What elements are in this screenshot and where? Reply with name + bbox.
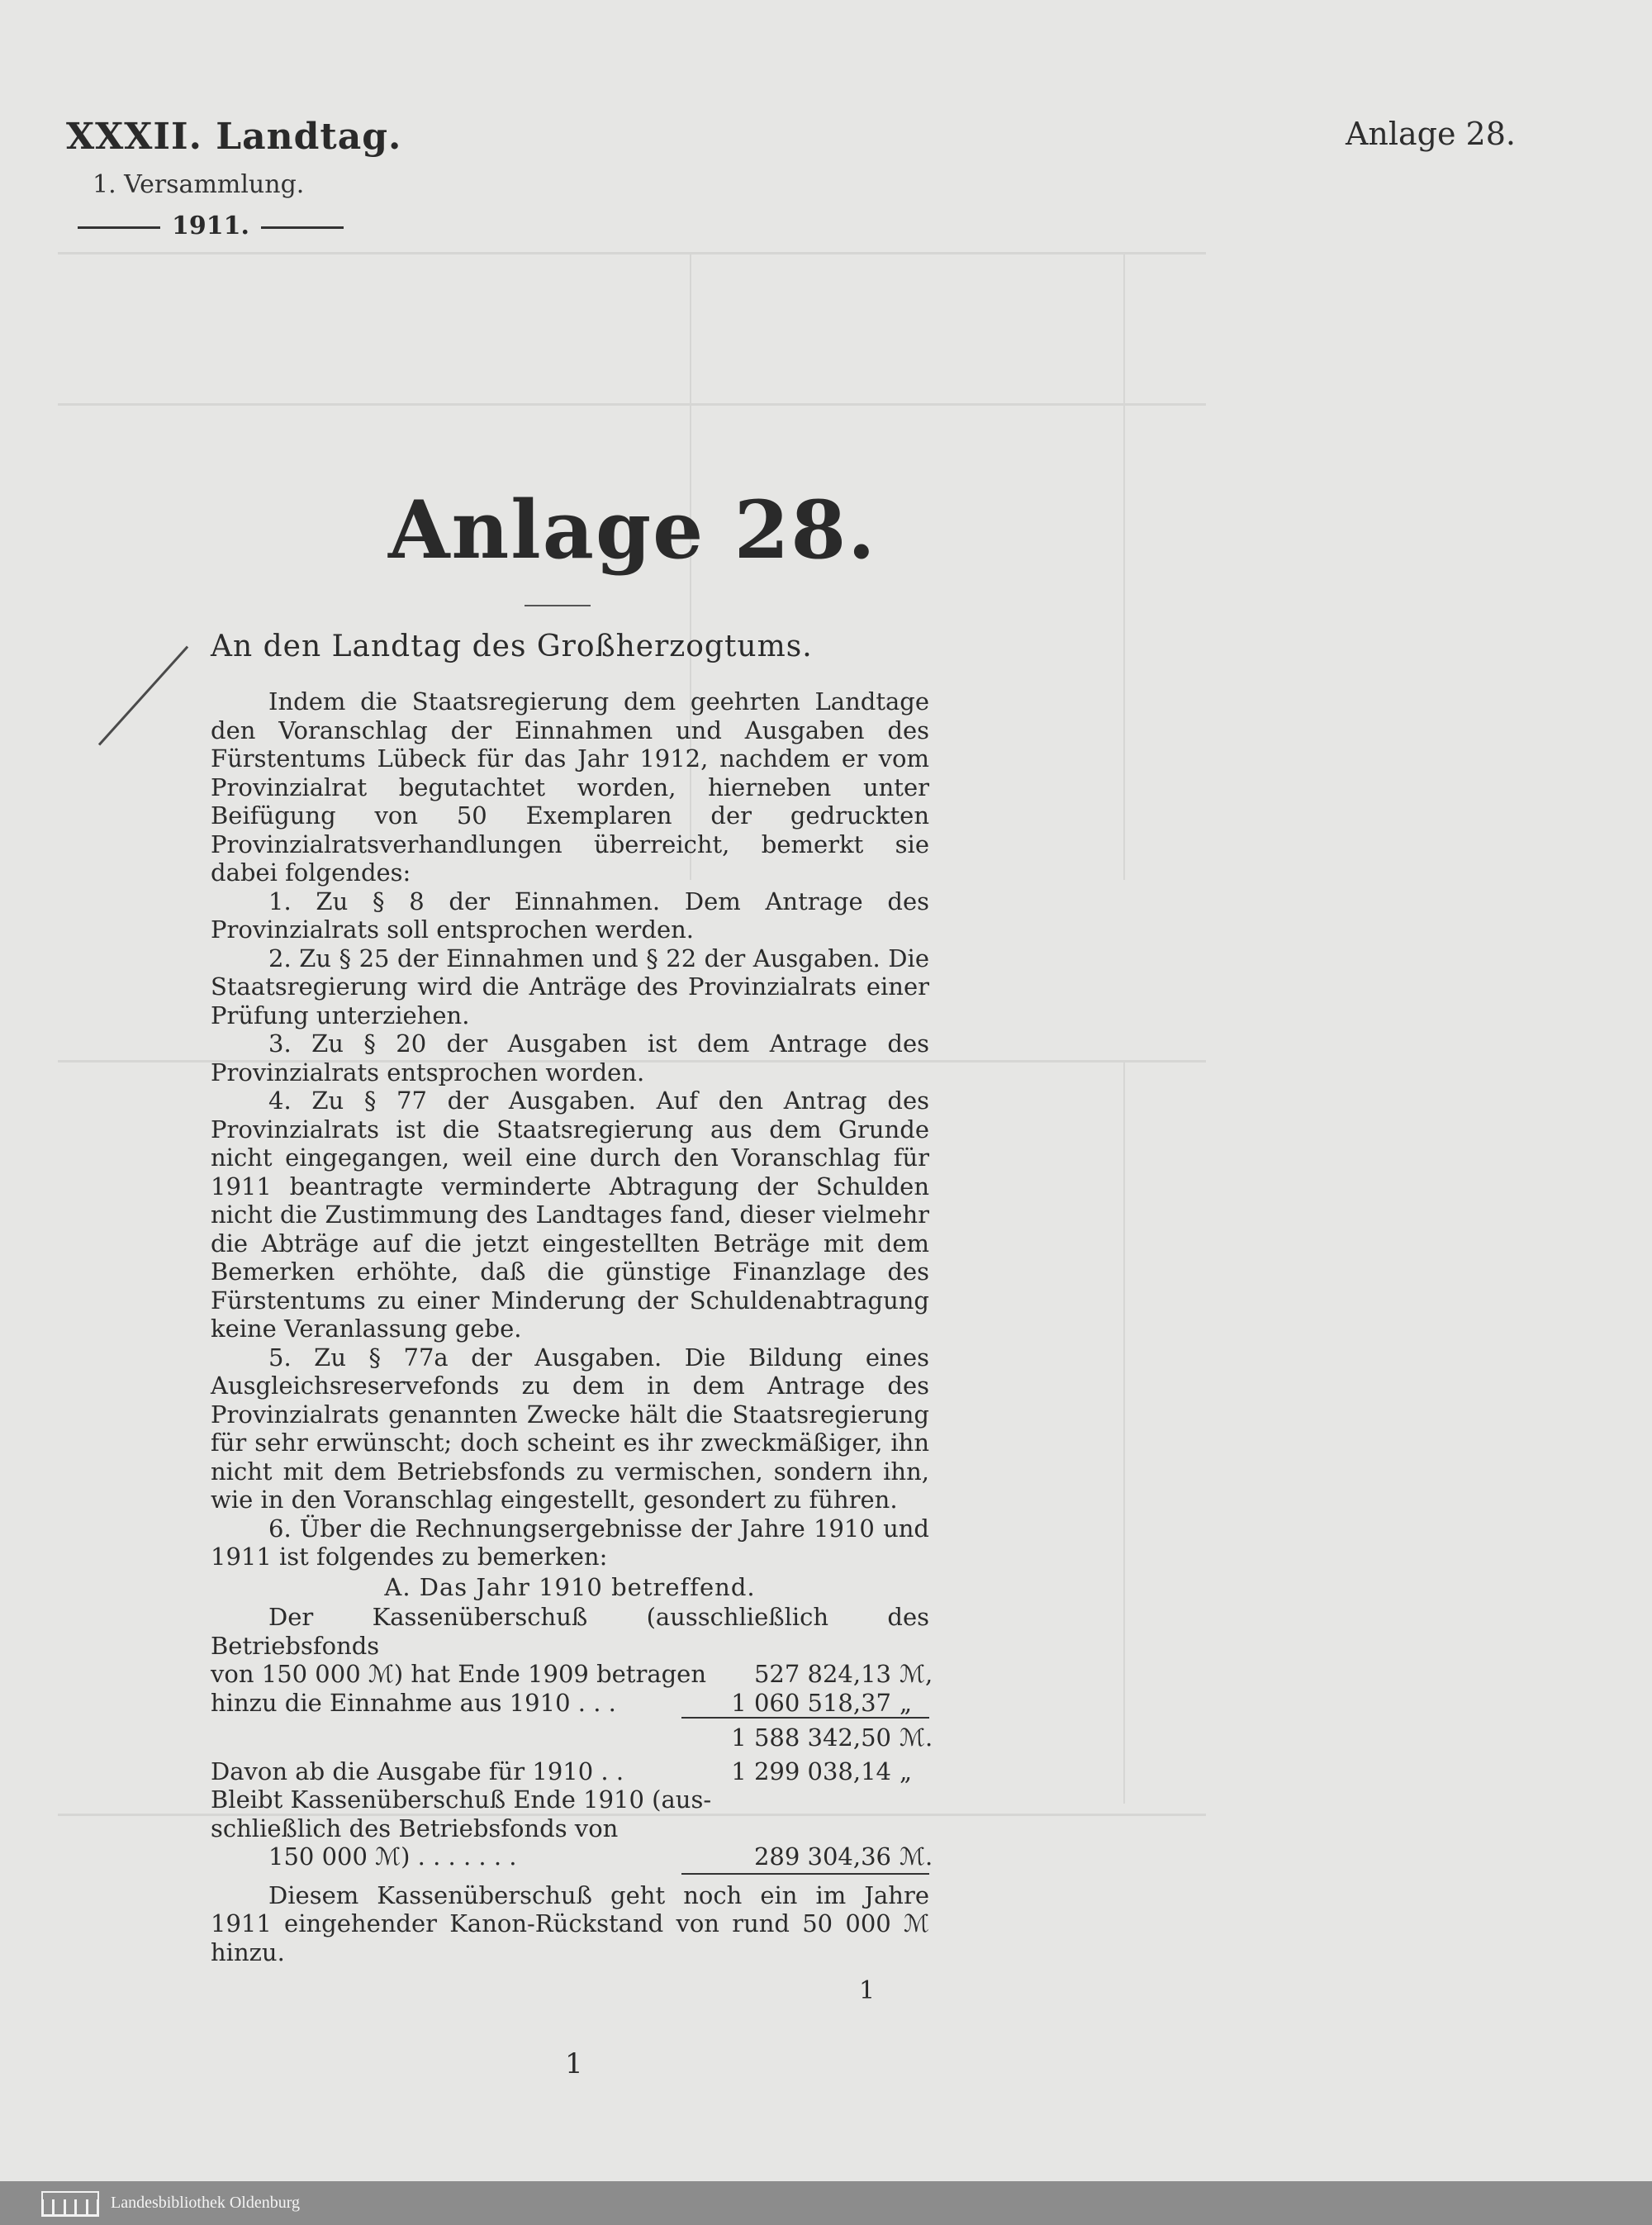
calc-row-1909: [211, 1660, 933, 1689]
paragraph-intro: Indem die Staatsregierung dem geehrten Landtage den Voranschlag der Einnahmen und Ausgaben des Fürstentums Lübeck für das Jahr 1912, nachdem er vom Provinzialrat begutachtet worden, hierneben unter Beifügung von 50 Exemplaren der gedruckten Provinzialratsverhandlungen überreicht, bemerkt sie dabei folgendes:: [211, 687, 929, 887]
calc-label: von 150 000 ℳ) hat Ende 1909 betragen: [211, 1660, 707, 1688]
calc-closing: [211, 1881, 929, 1967]
paragraph-5: 5. Zu § 77a der Ausgaben. Die Bildung eines Ausgleichsreservefonds zu dem in dem Antrage des Provinzialrats genannten Zwecke hält die Staatsregierung für sehr erwünscht; doch scheint es ihr zweckmäßiger, ihn nicht mit dem Betriebsfonds zu vermischen, sondern ihn, wie in den Voranschlag eingestellt, gesondert zu führen.: [211, 1343, 929, 1514]
paragraph-3: 3. Zu § 20 der Ausgaben ist dem Antrage des Provinzialrats entsprochen worden.: [211, 1029, 929, 1086]
calc-label: Bleibt Kassenüberschuß Ende 1910 (aus-: [211, 1785, 712, 1814]
calc-row-expense: [211, 1757, 929, 1786]
calc-row-remainder-total: [211, 1842, 933, 1871]
library-building-icon: [41, 2190, 99, 2217]
page-number: 1: [859, 1976, 876, 2005]
calc-label: hinzu die Einnahme aus 1910 . . .: [211, 1688, 616, 1717]
paragraph-4: 4. Zu § 77 der Ausgaben. Auf den Antrag des Provinzialrats ist die Staatsregierung aus dem Grunde nicht eingegangen, weil eine durch den Voranschlag für 1911 beantragte verminderte Abtragung der Schulden nicht die Zustimmung des Landtages fand, dieser vielmehr die Abträge auf die jetzt eingestellten Beträge mit dem Bemerken erhöhte, daß die günstige Finanzlage des Fürstentums zu einer Minderung der Schuldenabtragung keine Veranlassung gebe.: [211, 1086, 929, 1343]
paragraph-6: 6. Über die Rechnungsergebnisse der Jahre 1910 und 1911 ist folgendes zu bemerken:: [211, 1514, 929, 1571]
section-heading: A. Das Jahr 1910 betreffend.: [384, 1572, 756, 1601]
salutation: An den Landtag des Großherzogtums.: [211, 630, 813, 663]
cash-calculation: [211, 1603, 933, 1966]
header-year: [66, 212, 355, 240]
paragraph-1: 1. Zu § 8 der Einnahmen. Dem Antrage des Provinzialrats soll entsprochen werden.: [211, 887, 929, 944]
header-anlage: Anlage 28.: [1345, 116, 1516, 152]
calc-amount: 1 060 518,37: [731, 1688, 891, 1717]
body-text: [211, 687, 933, 1966]
pencil-mark: [98, 646, 188, 746]
calc-label: Davon ab die Ausgabe für 1910 . .: [211, 1757, 624, 1785]
calc-amount: 1 588 342,50: [731, 1723, 891, 1752]
calc-amount: 289 304,36: [753, 1842, 891, 1871]
title-rule: [525, 605, 591, 606]
calc-unit: „: [900, 1688, 913, 1717]
header-versammlung: 1. Versammlung.: [93, 170, 305, 199]
calc-unit: ℳ.: [900, 1723, 933, 1752]
header-landtag: XXXII. Landtag.: [66, 116, 402, 158]
calc-amount: 1 299 038,14: [731, 1757, 891, 1785]
library-name: Landesbibliothek Oldenburg: [111, 2194, 301, 2212]
calc-row-remainder-2: [211, 1814, 929, 1843]
year-rule-left: [78, 226, 160, 229]
calc-unit: ℳ,: [900, 1660, 933, 1688]
year-rule-right: [261, 226, 344, 229]
calc-intro: Der Kassenüberschuß (ausschließlich des Betriebsfonds: [211, 1603, 929, 1660]
paragraph-2: 2. Zu § 25 der Einnahmen und § 22 der Ausgaben. Die Staatsregierung wird die Anträge des Provinzialrats einer Prüfung unterziehen.: [211, 944, 929, 1029]
sum-rule: [681, 1717, 929, 1719]
total-rule: [681, 1873, 929, 1875]
page-title: Anlage 28.: [388, 483, 877, 577]
calc-label: 150 000 ℳ) . . . . . . .: [268, 1842, 517, 1871]
closing-text: Diesem Kassenüberschuß geht noch ein im Jahre 1911 eingehender Kanon-Rückstand von rund 50 000 ℳ hinzu.: [211, 1880, 929, 1966]
footer-bar: [0, 2181, 1652, 2225]
calc-row-remainder-1: [211, 1785, 929, 1814]
page-number-handwritten: 1: [565, 2047, 583, 2080]
calc-row-subtotal: [211, 1723, 933, 1752]
calc-row-income: [211, 1689, 929, 1718]
year-text: 1911.: [172, 212, 249, 240]
calc-label: schließlich des Betriebsfonds von: [211, 1814, 619, 1842]
calc-unit: ℳ.: [900, 1842, 933, 1871]
calc-unit: „: [900, 1757, 913, 1785]
calc-amount: 527 824,13: [753, 1660, 891, 1688]
